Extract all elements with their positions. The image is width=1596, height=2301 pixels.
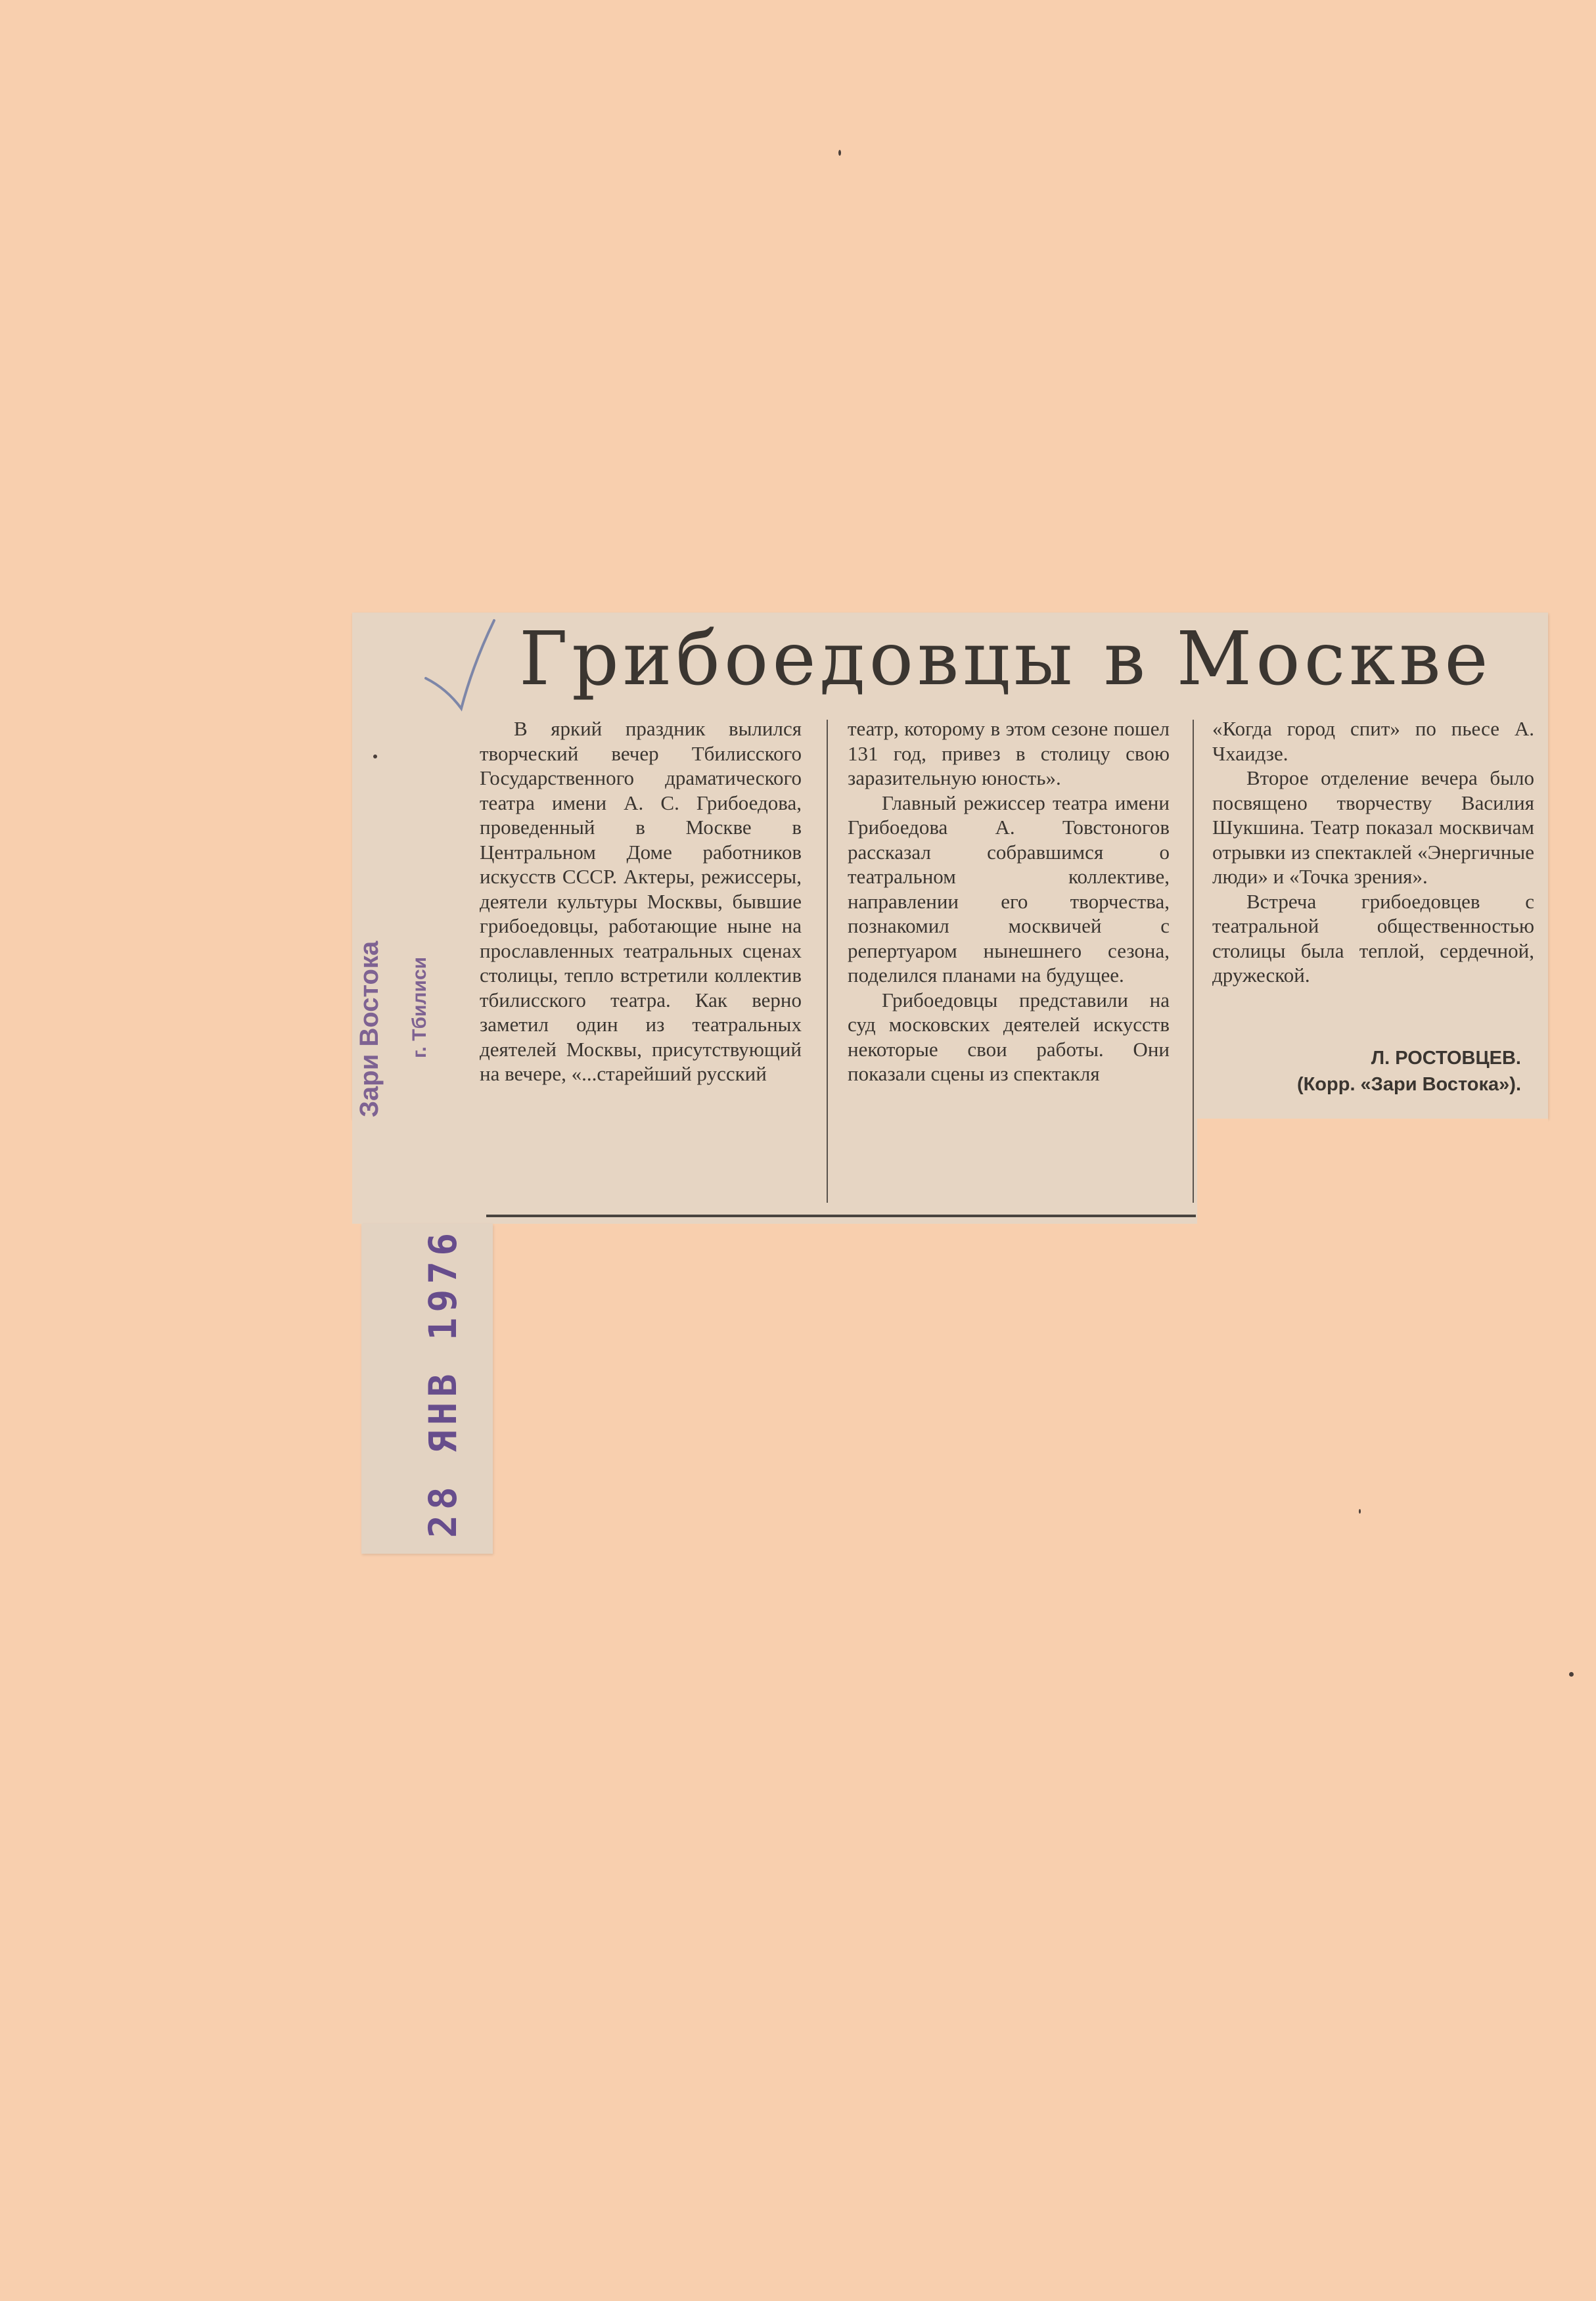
date-stamp: 28 ЯНВ 1976 (421, 1227, 465, 1538)
city-stamp: г. Тбилиси (409, 956, 430, 1058)
paper-speck (838, 150, 841, 156)
column-divider (1193, 720, 1194, 1203)
article-paragraph: Встреча грибоедовцев с театральной общественностью столицы была теплой, сердечной, дружеской. (1212, 889, 1534, 987)
newspaper-name-stamp (355, 1045, 401, 1117)
article-paragraph: «Когда город спит» по пьесе А. Чхаидзе. (1212, 717, 1534, 765)
article-paragraph: Главный режиссер театра имени Грибоедова А. Товстоногов рассказал собравшимся о театральном коллективе, направлении его творчества, познакомил москвичей с репертуаром нынешнего сезона, поделился планами на будущее. (848, 791, 1170, 987)
clipping-cut-area (1197, 1119, 1548, 1224)
paper-speck (1569, 1672, 1574, 1677)
paper-speck (1359, 1509, 1361, 1514)
clipping-lower-part (352, 1119, 1197, 1224)
article-column-3 (1212, 716, 1534, 988)
pencil-check-mark (421, 618, 499, 716)
article-column-2 (848, 716, 1170, 1086)
paper-speck (373, 755, 377, 758)
article-column-1 (480, 716, 802, 1086)
article-paragraph: В яркий праздник вылился творческий вечер Тбилисского Государственного драматического театра имени А. С. Грибоедова, проведенный в Москве в Центральном Доме работников искусств СССР. Актеры, режиссеры, деятели культуры Москвы, бывшие грибоедовцы, работающие ныне на прославленных театральных сценах столицы, тепло встретили коллектив тбилисского театра. Как верно заметил один из театральных деятелей Москвы, присутствующий на вечере, «...старейший русский (480, 717, 802, 1085)
article-paragraph: Второе отделение вечера было посвящено творчеству Василия Шукшина. Театр показал москвичам отрывки из спектаклей «Энергичные люди» и «Точка зрения». (1212, 766, 1534, 888)
author-name: Л. РОСТОВЦЕВ. (1371, 1048, 1521, 1069)
column-divider (827, 720, 828, 1203)
article-paragraph: театр, которому в этом сезоне пошел 131 год, привез в столицу свою заразительную юность». (848, 717, 1170, 789)
bottom-rule (486, 1215, 1196, 1217)
article-paragraph: Грибоедовцы представили на суд московских деятелей искусств некоторые свои работы. Они показали сцены из спектакля (848, 988, 1170, 1085)
author-signature (1212, 1045, 1521, 1098)
author-note: (Корр. «Зари Востока»). (1296, 1074, 1521, 1095)
headline: Грибоедовцы в Москве (519, 616, 1492, 702)
